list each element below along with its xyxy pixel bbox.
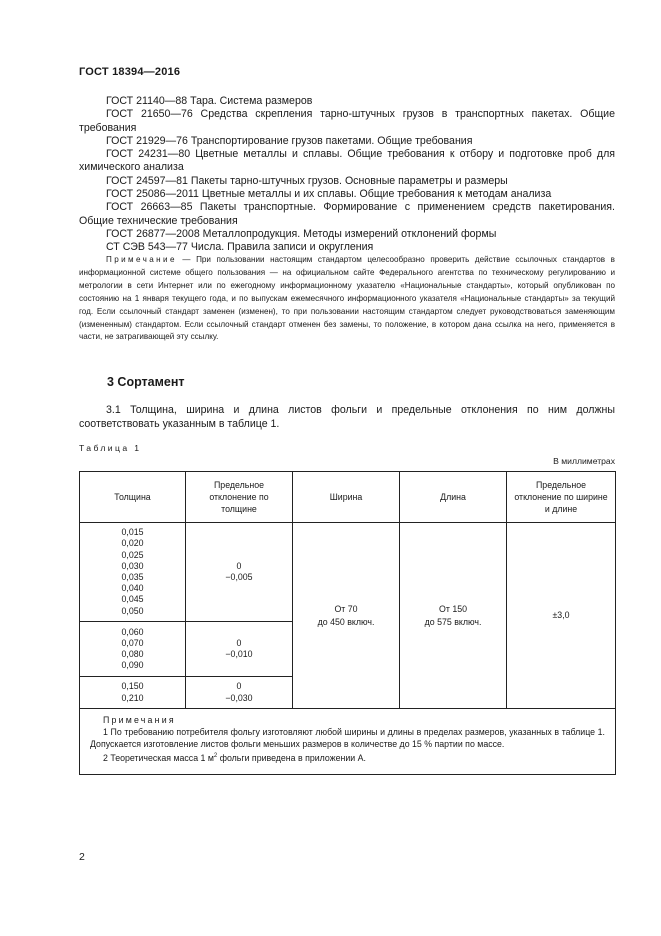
- header-width: Ширина: [293, 472, 400, 523]
- length-cell: От 150 до 575 включ.: [400, 523, 507, 709]
- table-notes-row: [80, 709, 616, 775]
- dimensions-table: [79, 471, 616, 775]
- section-title: 3 Сортамент: [107, 375, 185, 389]
- note-2-text-end: фольги приведена в приложении А.: [217, 752, 366, 763]
- table-units: В миллиметрах: [553, 456, 615, 466]
- header-thickness: Толщина: [80, 472, 186, 523]
- tolerance-cell: 0 −0,030: [186, 677, 293, 709]
- note-2-superscript: 2: [213, 753, 218, 759]
- header-tolerance-thickness: Предельное отклонение по толщине: [186, 472, 293, 523]
- thickness-cell: 0,015 0,020 0,025 0,030 0,035 0,040 0,045 0,050: [80, 523, 186, 622]
- note-2-text: 2 Теоретическая масса 1 м: [103, 752, 214, 763]
- thickness-cell: 0,150 0,210: [80, 677, 186, 709]
- reference-item: ГОСТ 24231—80 Цветные металлы и сплавы. Общие требования к отбору и подготовке проб для химического анализа: [79, 148, 615, 174]
- tolerance-cell: 0 −0,005: [186, 523, 293, 622]
- table-caption: Таблица 1: [79, 443, 142, 453]
- note-text: — При пользовании настоящим стандартом целесообразно проверить действие ссылочных стандартов в информационной системе общего пользования — на официальном сайте Федерального агентства по техническому регулированию и метрологии в сети Интернет или по ежегодному информационному указателю «Национальные стандарты», который опубликован по состоянию на 1 января текущего года, и по выпускам ежемесячного информационного указателя «Национальные стандарты» за текущий год. Если ссылочный стандарт заменен (изменен), то при пользовании настоящим стандартом следует руководствоваться заменяющим (измененным) стандартом. Если ссылочный стандарт отменен без замены, то положение, в котором дана ссылка на него, применяется в части, не затрагивающей эту ссылку.: [79, 255, 615, 342]
- references-note: [79, 254, 615, 344]
- document-header: ГОСТ 18394—2016: [79, 66, 181, 78]
- table-notes: [80, 709, 616, 775]
- reference-item: ГОСТ 26877—2008 Металлопродукция. Методы измерений отклонений формы: [106, 227, 497, 240]
- notes-title: Примечания: [103, 715, 176, 725]
- thickness-cell: 0,060 0,070 0,080 0,090: [80, 622, 186, 677]
- tolerance-width-length-cell: ±3,0: [507, 523, 616, 709]
- page-number: 2: [79, 851, 85, 863]
- header-length: Длина: [400, 472, 507, 523]
- reference-item: ГОСТ 24597—81 Пакеты тарно-штучных грузов. Основные параметры и размеры: [106, 174, 508, 187]
- reference-item: ГОСТ 21650—76 Средства скрепления тарно-штучных грузов в транспортных пакетах. Общие требования: [79, 108, 615, 134]
- table-row: [80, 523, 616, 622]
- section-paragraph: 3.1 Толщина, ширина и длина листов фольги и предельные отклонения по ним должны соответствовать указанным в таблице 1.: [79, 404, 615, 430]
- reference-item: ГОСТ 21929—76 Транспортирование грузов пакетами. Общие требования: [106, 134, 473, 147]
- references-list: [79, 95, 615, 255]
- width-cell: От 70 до 450 включ.: [293, 523, 400, 709]
- tolerance-cell: 0 −0,010: [186, 622, 293, 677]
- table-note-1: 1 По требованию потребителя фольгу изготовляют любой ширины и длины в пределах размеров, указанных в таблице 1. Допускается изготовление листов фольги меньших размеров в количестве до 15 % партии по массе.: [90, 727, 605, 749]
- note-label: Примечание: [106, 255, 177, 264]
- reference-item: ГОСТ 25086—2011 Цветные металлы и их сплавы. Общие требования к методам анализа: [106, 188, 552, 201]
- table-note-2: [90, 750, 605, 764]
- table-header-row: [80, 472, 616, 523]
- reference-item: ГОСТ 26663—85 Пакеты транспортные. Формирование с применением средств пакетирования. Общие технические требования: [79, 201, 615, 227]
- reference-item: ГОСТ 21140—88 Тара. Система размеров: [106, 95, 313, 107]
- header-tolerance-width-length: Предельное отклонение по ширине и длине: [507, 472, 616, 523]
- reference-item: СТ СЭВ 543—77 Числа. Правила записи и округления: [106, 241, 374, 254]
